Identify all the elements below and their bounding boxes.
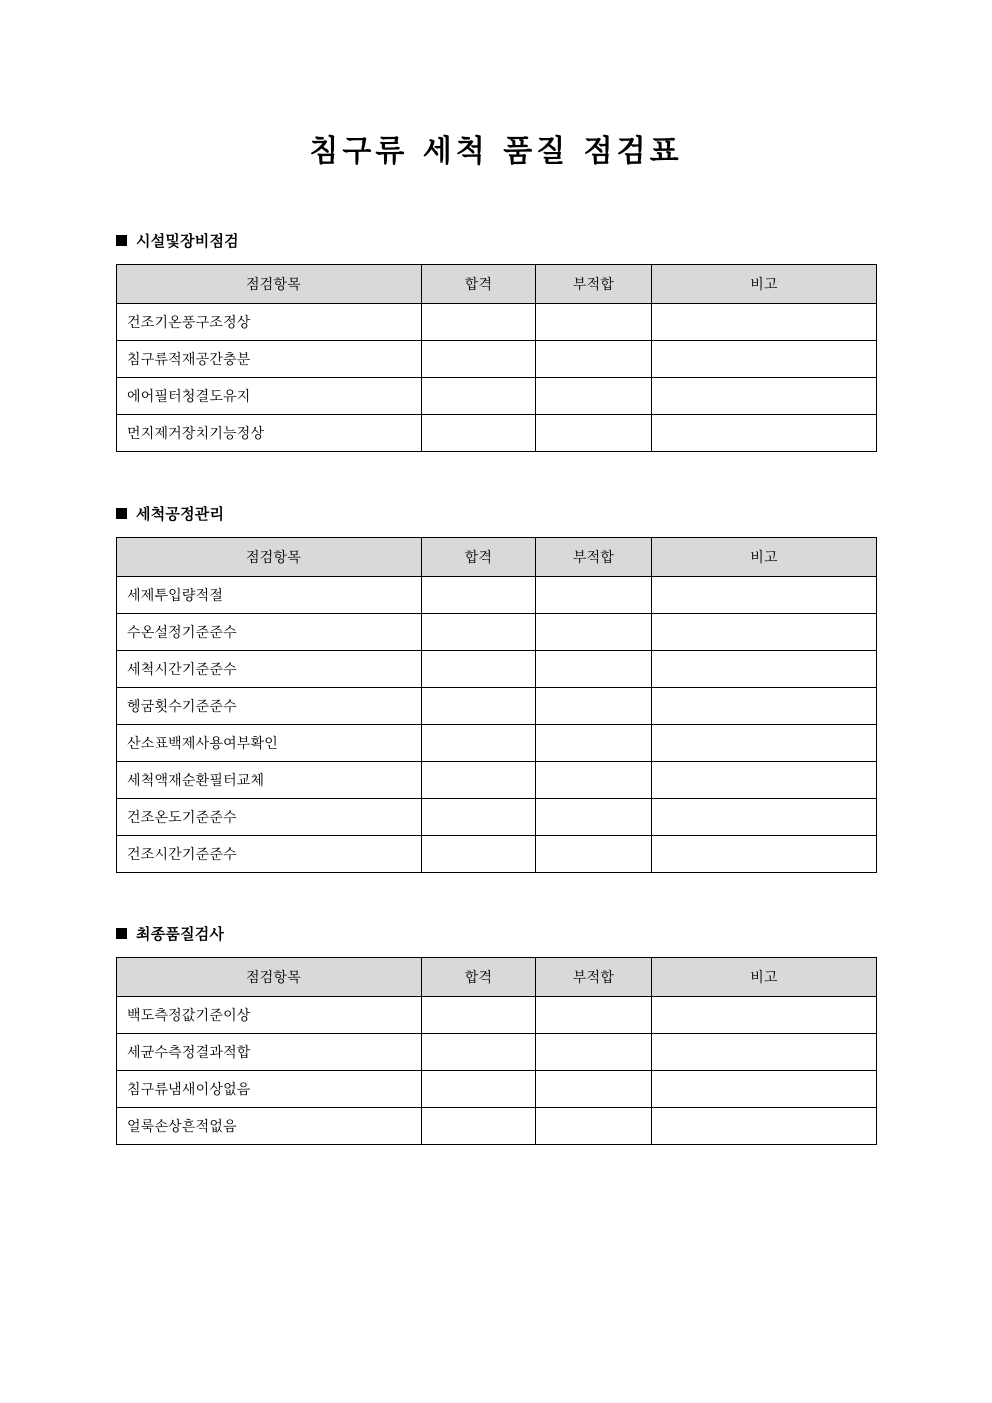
table-header-row [117,264,877,303]
cell-note[interactable] [652,724,877,761]
table-row [117,377,877,414]
cell-item: 세척액재순환필터교체 [117,761,422,798]
table-row [117,687,877,724]
cell-pass[interactable] [422,687,536,724]
column-header-pass: 합격 [422,957,536,996]
checklist-table [116,264,877,452]
checklist-table [116,957,877,1145]
section-washing-process [116,452,876,873]
cell-pass[interactable] [422,650,536,687]
cell-item: 건조시간기준준수 [117,835,422,872]
cell-fail[interactable] [536,761,652,798]
cell-note[interactable] [652,650,877,687]
cell-pass[interactable] [422,377,536,414]
table-row [117,724,877,761]
column-header-pass: 합격 [422,537,536,576]
cell-fail[interactable] [536,1070,652,1107]
cell-note[interactable] [652,835,877,872]
section-heading [116,505,876,523]
column-header-item: 점검항목 [117,957,422,996]
cell-note[interactable] [652,340,877,377]
cell-pass[interactable] [422,340,536,377]
cell-pass[interactable] [422,1070,536,1107]
cell-item: 침구류적재공간충분 [117,340,422,377]
section-heading-label: 최종품질검사 [136,924,225,943]
checklist-table [116,537,877,873]
cell-item: 세제투입량적절 [117,576,422,613]
black-square-bullet-icon [116,508,127,519]
table-row [117,798,877,835]
table-row [117,576,877,613]
page-title: 침구류 세척 품질 점검표 [309,134,683,169]
cell-pass[interactable] [422,414,536,451]
column-header-fail: 부적합 [536,537,652,576]
cell-item: 백도측정값기준이상 [117,996,422,1033]
cell-pass[interactable] [422,1107,536,1144]
cell-fail[interactable] [536,798,652,835]
cell-fail[interactable] [536,613,652,650]
table-row [117,996,877,1033]
cell-pass[interactable] [422,724,536,761]
table-row [117,1107,877,1144]
table-row [117,303,877,340]
cell-fail[interactable] [536,1107,652,1144]
table-header-row [117,537,877,576]
table-row [117,1033,877,1070]
cell-note[interactable] [652,1033,877,1070]
cell-fail[interactable] [536,687,652,724]
cell-note[interactable] [652,414,877,451]
cell-pass[interactable] [422,613,536,650]
cell-note[interactable] [652,377,877,414]
cell-item: 헹굼횟수기준준수 [117,687,422,724]
column-header-note: 비고 [652,264,877,303]
cell-item: 먼지제거장치기능정상 [117,414,422,451]
cell-pass[interactable] [422,1033,536,1070]
cell-item: 침구류냄새이상없음 [117,1070,422,1107]
section-heading-label: 시설및장비점검 [136,231,239,250]
section-final-quality-inspection [116,873,876,1145]
column-header-note: 비고 [652,537,877,576]
cell-note[interactable] [652,613,877,650]
cell-fail[interactable] [536,996,652,1033]
cell-fail[interactable] [536,724,652,761]
cell-fail[interactable] [536,377,652,414]
table-row [117,650,877,687]
cell-item: 건조온도기준준수 [117,798,422,835]
table-row [117,414,877,451]
column-header-item: 점검항목 [117,537,422,576]
cell-item: 세척시간기준준수 [117,650,422,687]
cell-fail[interactable] [536,576,652,613]
cell-note[interactable] [652,1070,877,1107]
cell-item: 세균수측정결과적합 [117,1033,422,1070]
cell-item: 산소표백제사용여부확인 [117,724,422,761]
table-row [117,613,877,650]
cell-pass[interactable] [422,576,536,613]
table-header-row [117,957,877,996]
cell-pass[interactable] [422,303,536,340]
cell-item: 건조기온풍구조정상 [117,303,422,340]
table-row [117,761,877,798]
column-header-item: 점검항목 [117,264,422,303]
cell-item: 얼룩손상흔적없음 [117,1107,422,1144]
cell-note[interactable] [652,687,877,724]
column-header-fail: 부적합 [536,264,652,303]
black-square-bullet-icon [116,928,127,939]
table-row [117,835,877,872]
cell-fail[interactable] [536,414,652,451]
section-heading-label: 세척공정관리 [136,504,225,523]
cell-note[interactable] [652,576,877,613]
section-heading [116,925,876,943]
cell-note[interactable] [652,303,877,340]
cell-item: 에어필터청결도유지 [117,377,422,414]
cell-pass[interactable] [422,835,536,872]
table-row [117,1070,877,1107]
cell-pass[interactable] [422,761,536,798]
cell-note[interactable] [652,996,877,1033]
cell-fail[interactable] [536,340,652,377]
cell-pass[interactable] [422,996,536,1033]
cell-note[interactable] [652,798,877,835]
section-facility-equipment [116,171,876,452]
cell-fail[interactable] [536,650,652,687]
cell-note[interactable] [652,761,877,798]
cell-item: 수온설정기준준수 [117,613,422,650]
black-square-bullet-icon [116,235,127,246]
section-heading [116,232,876,250]
cell-fail[interactable] [536,1033,652,1070]
column-header-pass: 합격 [422,264,536,303]
column-header-fail: 부적합 [536,957,652,996]
cell-fail[interactable] [536,835,652,872]
cell-note[interactable] [652,1107,877,1144]
column-header-note: 비고 [652,957,877,996]
cell-fail[interactable] [536,303,652,340]
table-row [117,340,877,377]
cell-pass[interactable] [422,798,536,835]
